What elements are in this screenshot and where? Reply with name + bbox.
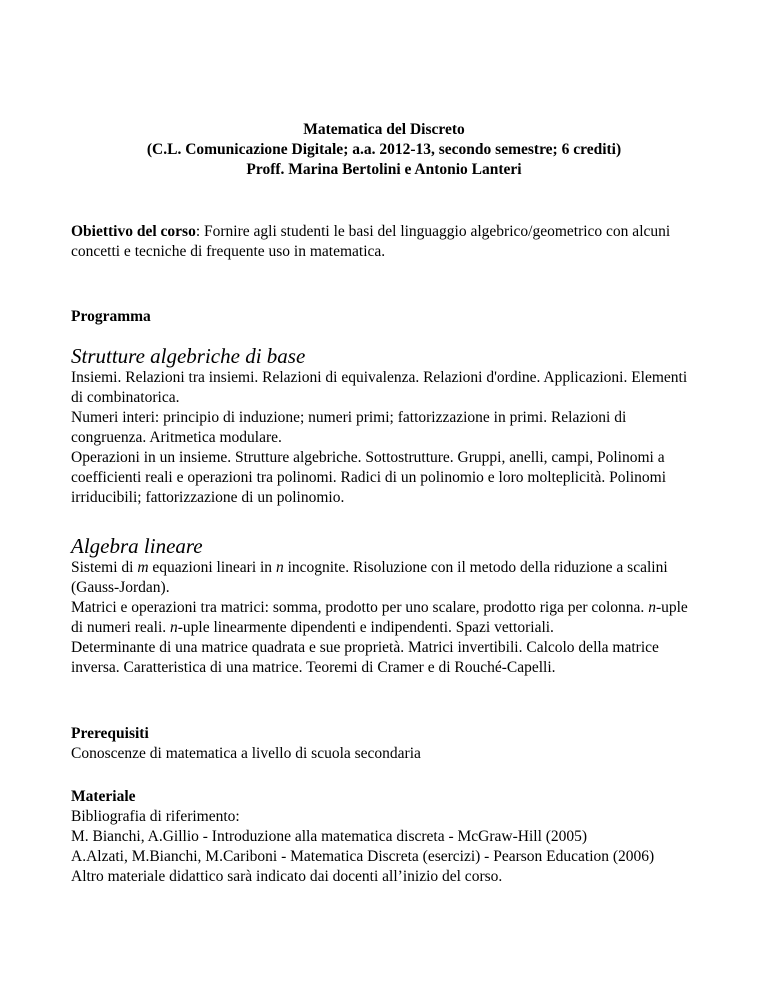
materiale-line-3: A.Alzati, M.Bianchi, M.Cariboni - Matematica Discreta (esercizi) - Pearson Education (2006) — [71, 848, 655, 865]
materiale-line-4: Altro materiale didattico sarà indicato dai docenti all’inizio del corso. — [71, 868, 503, 885]
materiale-heading: Materiale — [71, 788, 136, 805]
course-header — [0, 120, 768, 180]
programma-heading: Programma — [71, 308, 151, 325]
objective-paragraph — [71, 222, 701, 262]
section-title-strutture: Strutture algebriche di base — [71, 344, 306, 368]
objective-label: Obiettivo del corso — [71, 223, 196, 240]
materiale-line-2: M. Bianchi, A.Gillio - Introduzione alla matematica discreta - McGraw-Hill (2005) — [71, 828, 588, 845]
section-title-algebra: Algebra lineare — [71, 534, 203, 558]
section-algebra-p3: Determinante di una matrice quadrata e sue proprietà. Matrici invertibili. Calcolo della matrice inversa. Caratteristica di una matrice. Teoremi di Cramer e di Rouché-Capelli. — [71, 639, 659, 676]
materiale-section — [71, 787, 701, 887]
objective-text: : Fornire agli studenti le basi del linguaggio algebrico/geometrico con alcuni concetti e tecniche di frequente uso in matematica. — [71, 223, 671, 260]
course-title: Matematica del Discreto — [303, 121, 465, 138]
section-strutture-p3: Operazioni in un insieme. Strutture algebriche. Sottostrutture. Gruppi, anelli, campi, Polinomi a coefficienti reali e operazioni tra polinomi. Radici di un polinomio e loro molteplicità. Polinomi irriducibili; fattorizzazione di un polinomio. — [71, 449, 667, 506]
section-strutture-p2: Numeri interi: principio di induzione; numeri primi; fattorizzazione in primi. Relazioni di congruenza. Aritmetica modulare. — [71, 409, 627, 446]
prerequisiti-text: Conoscenze di matematica a livello di scuola secondaria — [71, 745, 421, 762]
prerequisiti-heading: Prerequisiti — [71, 725, 149, 742]
prerequisiti-section — [71, 724, 701, 764]
section-strutture — [71, 344, 701, 508]
section-strutture-p1: Insiemi. Relazioni tra insiemi. Relazioni di equivalenza. Relazioni d'ordine. Applicazioni. Elementi di combinatorica. — [71, 369, 688, 406]
section-algebra-p2: Matrici e operazioni tra matrici: somma, prodotto per uno scalare, prodotto riga per colonna. n-uple di numeri reali. n-uple linearmente dipendenti e indipendenti. Spazi vettoriali. — [71, 599, 688, 636]
materiale-line-1: Bibliografia di riferimento: — [71, 808, 240, 825]
section-algebra-p1: Sistemi di m equazioni lineari in n incognite. Risoluzione con il metodo della riduzione a scalini (Gauss-Jordan). — [71, 559, 668, 596]
course-professors: Proff. Marina Bertolini e Antonio Lanteri — [246, 161, 522, 178]
section-algebra — [71, 534, 701, 678]
course-details: (C.L. Comunicazione Digitale; a.a. 2012-13, secondo semestre; 6 crediti) — [146, 141, 622, 158]
